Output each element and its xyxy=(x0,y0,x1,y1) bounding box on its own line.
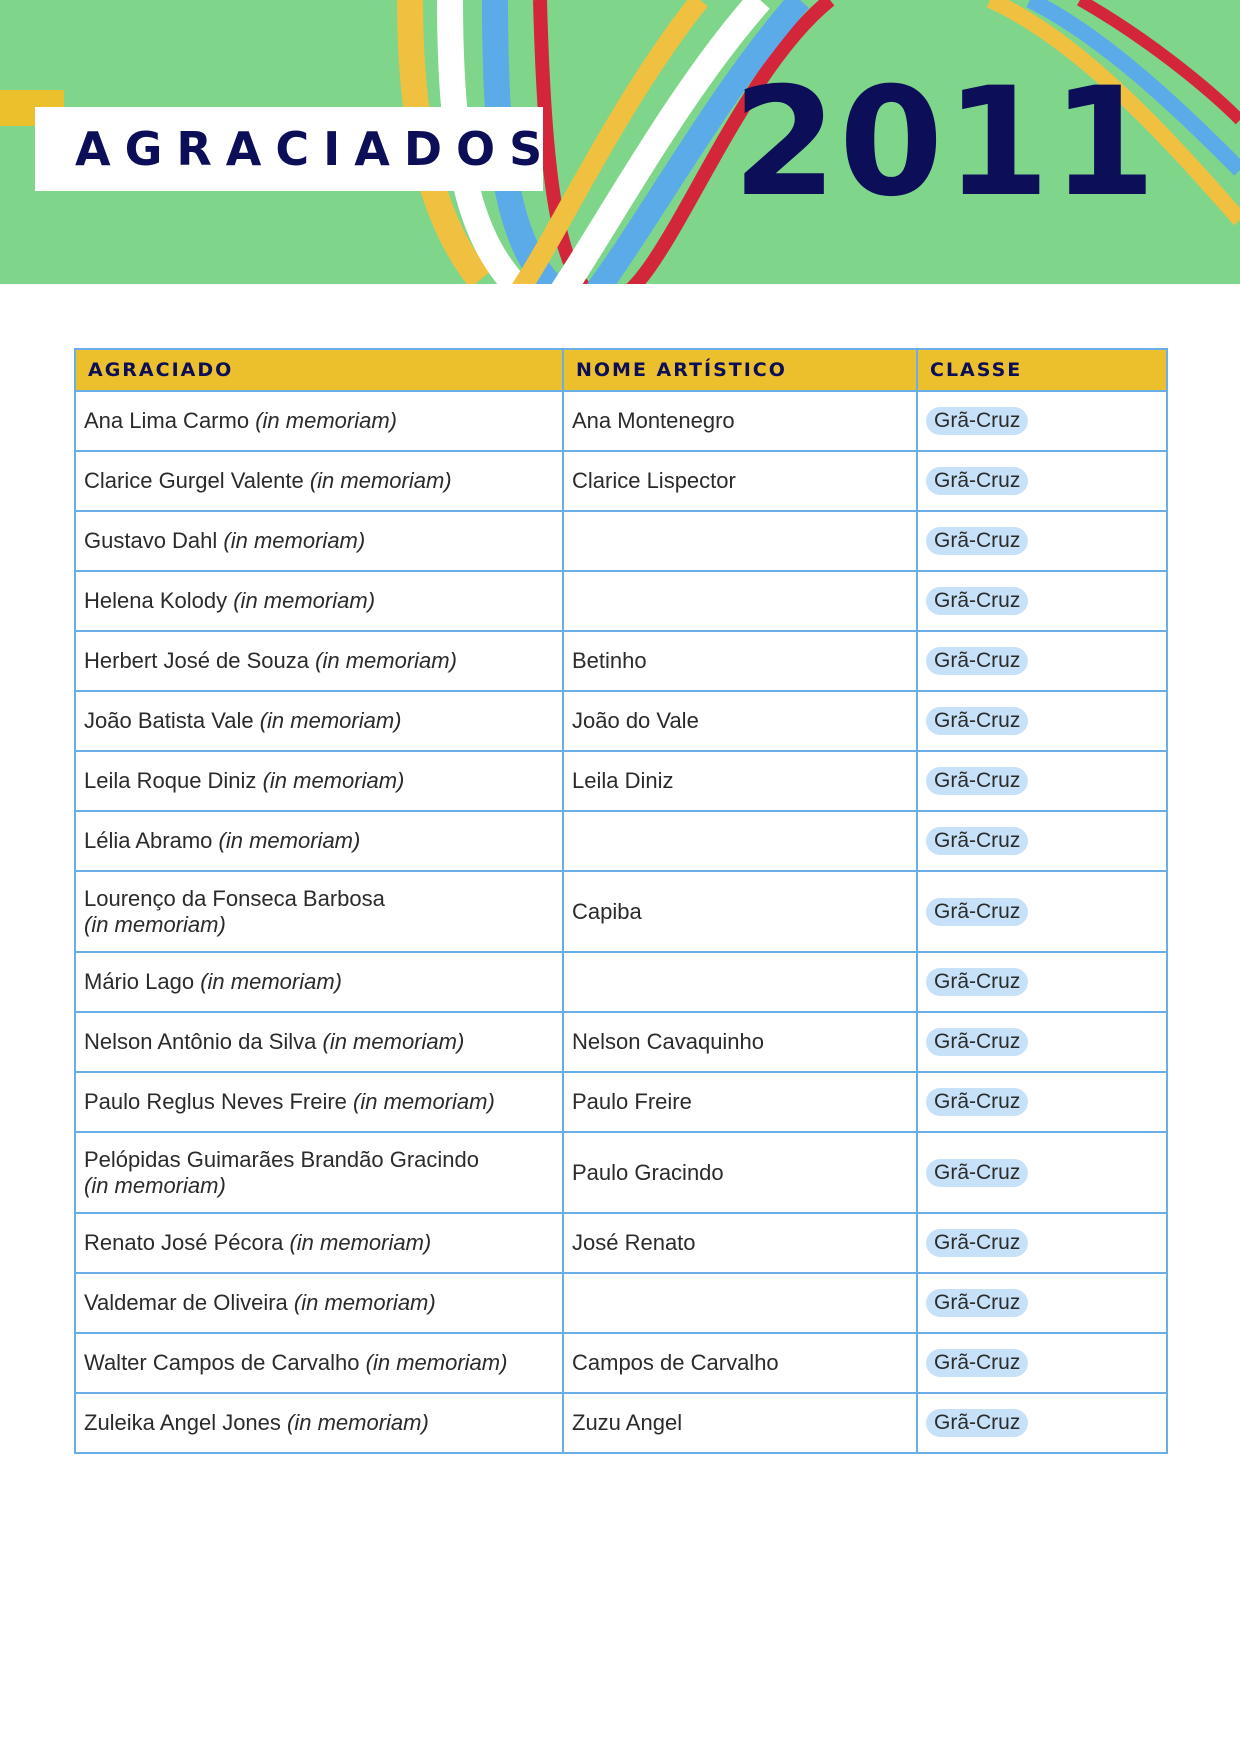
cell-agraciado xyxy=(75,952,563,1012)
cell-classe xyxy=(917,1393,1167,1453)
cell-agraciado xyxy=(75,1333,563,1393)
cell-nome-artistico: José Renato xyxy=(563,1213,917,1273)
cell-classe xyxy=(917,691,1167,751)
cell-nome-artistico: Campos de Carvalho xyxy=(563,1333,917,1393)
table-row xyxy=(75,871,1167,952)
cell-agraciado xyxy=(75,451,563,511)
table-row xyxy=(75,1273,1167,1333)
agraciado-name: Gustavo Dahl xyxy=(84,528,218,553)
cell-nome-artistico: Betinho xyxy=(563,631,917,691)
table-row xyxy=(75,391,1167,451)
title-box xyxy=(35,107,557,191)
cell-classe xyxy=(917,1333,1167,1393)
table-row xyxy=(75,811,1167,871)
agraciado-name: Paulo Reglus Neves Freire xyxy=(84,1089,347,1114)
agraciado-name: Lélia Abramo xyxy=(84,828,213,853)
cell-agraciado xyxy=(75,1072,563,1132)
cell-nome-artistico xyxy=(563,511,917,571)
in-memoriam-note: (in memoriam) xyxy=(259,708,402,733)
table-row xyxy=(75,1132,1167,1213)
class-badge: Grã-Cruz xyxy=(926,467,1028,495)
cell-agraciado xyxy=(75,511,563,571)
agraciado-name: Zuleika Angel Jones xyxy=(84,1410,281,1435)
agraciado-name: Clarice Gurgel Valente xyxy=(84,468,304,493)
cell-agraciado xyxy=(75,1213,563,1273)
cell-nome-artistico xyxy=(563,1273,917,1333)
table-row xyxy=(75,952,1167,1012)
cell-nome-artistico: Capiba xyxy=(563,871,917,952)
cell-agraciado xyxy=(75,691,563,751)
in-memoriam-note: (in memoriam) xyxy=(84,1172,226,1198)
table-header-row xyxy=(75,349,1167,391)
page-title: AGRACIADOS xyxy=(75,122,557,176)
cell-agraciado xyxy=(75,751,563,811)
in-memoriam-note: (in memoriam) xyxy=(289,1230,432,1255)
cell-classe xyxy=(917,871,1167,952)
cell-classe xyxy=(917,751,1167,811)
agraciado-name: Valdemar de Oliveira xyxy=(84,1290,288,1315)
table-row xyxy=(75,1072,1167,1132)
cell-nome-artistico: Clarice Lispector xyxy=(563,451,917,511)
class-badge: Grã-Cruz xyxy=(926,527,1028,555)
year-label: 2011 xyxy=(732,56,1158,230)
agraciado-name: Helena Kolody xyxy=(84,588,228,613)
in-memoriam-note: (in memoriam) xyxy=(365,1350,508,1375)
table-body xyxy=(75,391,1167,1453)
cell-classe xyxy=(917,631,1167,691)
cell-classe xyxy=(917,1132,1167,1213)
table-row xyxy=(75,631,1167,691)
cell-agraciado xyxy=(75,1132,563,1213)
in-memoriam-note: (in memoriam) xyxy=(200,969,342,994)
cell-classe xyxy=(917,451,1167,511)
class-badge: Grã-Cruz xyxy=(926,767,1028,795)
cell-classe xyxy=(917,511,1167,571)
class-badge: Grã-Cruz xyxy=(926,827,1028,855)
agraciado-name: Walter Campos de Carvalho xyxy=(84,1350,360,1375)
class-badge: Grã-Cruz xyxy=(926,1159,1028,1187)
cell-classe xyxy=(917,811,1167,871)
cell-nome-artistico: Paulo Gracindo xyxy=(563,1132,917,1213)
class-badge: Grã-Cruz xyxy=(926,1028,1028,1056)
page-header xyxy=(0,0,1240,284)
cell-agraciado xyxy=(75,1393,563,1453)
column-header-nome-artistico: NOME ARTÍSTICO xyxy=(563,349,917,391)
cell-classe xyxy=(917,571,1167,631)
table-row xyxy=(75,1213,1167,1273)
agraciado-name: Pelópidas Guimarães Brandão Gracindo xyxy=(84,1146,480,1172)
cell-nome-artistico: Paulo Freire xyxy=(563,1072,917,1132)
cell-nome-artistico xyxy=(563,811,917,871)
cell-classe xyxy=(917,1213,1167,1273)
class-badge: Grã-Cruz xyxy=(926,1409,1028,1437)
table-row xyxy=(75,571,1167,631)
cell-classe xyxy=(917,1012,1167,1072)
class-badge: Grã-Cruz xyxy=(926,1289,1028,1317)
cell-agraciado xyxy=(75,871,563,952)
cell-agraciado xyxy=(75,571,563,631)
in-memoriam-note: (in memoriam) xyxy=(287,1410,429,1435)
table-row xyxy=(75,1012,1167,1072)
class-badge: Grã-Cruz xyxy=(926,1088,1028,1116)
in-memoriam-note: (in memoriam) xyxy=(218,828,361,853)
agraciado-name: Lourenço da Fonseca Barbosa xyxy=(84,885,385,911)
cell-agraciado xyxy=(75,1273,563,1333)
in-memoriam-note: (in memoriam) xyxy=(315,648,457,673)
class-badge: Grã-Cruz xyxy=(926,898,1028,926)
cell-nome-artistico: João do Vale xyxy=(563,691,917,751)
cell-agraciado xyxy=(75,391,563,451)
class-badge: Grã-Cruz xyxy=(926,407,1028,435)
table-row xyxy=(75,451,1167,511)
column-header-agraciado: AGRACIADO xyxy=(75,349,563,391)
in-memoriam-note: (in memoriam) xyxy=(223,528,366,553)
cell-agraciado xyxy=(75,631,563,691)
class-badge: Grã-Cruz xyxy=(926,587,1028,615)
agraciado-name: Mário Lago xyxy=(84,969,195,994)
in-memoriam-note: (in memoriam) xyxy=(293,1290,436,1315)
table-row xyxy=(75,511,1167,571)
class-badge: Grã-Cruz xyxy=(926,647,1028,675)
agraciado-name: João Batista Vale xyxy=(84,708,254,733)
cell-nome-artistico: Zuzu Angel xyxy=(563,1393,917,1453)
agraciado-name: Herbert José de Souza xyxy=(84,648,310,673)
agraciado-name: Renato José Pécora xyxy=(84,1230,284,1255)
class-badge: Grã-Cruz xyxy=(926,1349,1028,1377)
cell-nome-artistico: Ana Montenegro xyxy=(563,391,917,451)
cell-classe xyxy=(917,1072,1167,1132)
agraciado-name: Ana Lima Carmo xyxy=(84,408,250,433)
cell-nome-artistico xyxy=(563,571,917,631)
cell-nome-artistico: Nelson Cavaquinho xyxy=(563,1012,917,1072)
in-memoriam-note: (in memoriam) xyxy=(309,468,452,493)
cell-classe xyxy=(917,1273,1167,1333)
in-memoriam-note: (in memoriam) xyxy=(233,588,376,613)
in-memoriam-note: (in memoriam) xyxy=(84,911,226,937)
in-memoriam-note: (in memoriam) xyxy=(262,768,405,793)
table-row xyxy=(75,691,1167,751)
cell-agraciado xyxy=(75,1012,563,1072)
cell-agraciado xyxy=(75,811,563,871)
cell-classe xyxy=(917,391,1167,451)
cell-nome-artistico xyxy=(563,952,917,1012)
cell-nome-artistico: Leila Diniz xyxy=(563,751,917,811)
in-memoriam-note: (in memoriam) xyxy=(353,1089,495,1114)
class-badge: Grã-Cruz xyxy=(926,968,1028,996)
awards-table xyxy=(74,348,1168,1454)
cell-classe xyxy=(917,952,1167,1012)
agraciado-name: Nelson Antônio da Silva xyxy=(84,1029,317,1054)
class-badge: Grã-Cruz xyxy=(926,707,1028,735)
table-row xyxy=(75,1333,1167,1393)
table-row xyxy=(75,751,1167,811)
class-badge: Grã-Cruz xyxy=(926,1229,1028,1257)
table-row xyxy=(75,1393,1167,1453)
in-memoriam-note: (in memoriam) xyxy=(255,408,397,433)
column-header-classe: CLASSE xyxy=(917,349,1167,391)
in-memoriam-note: (in memoriam) xyxy=(322,1029,465,1054)
agraciado-name: Leila Roque Diniz xyxy=(84,768,257,793)
